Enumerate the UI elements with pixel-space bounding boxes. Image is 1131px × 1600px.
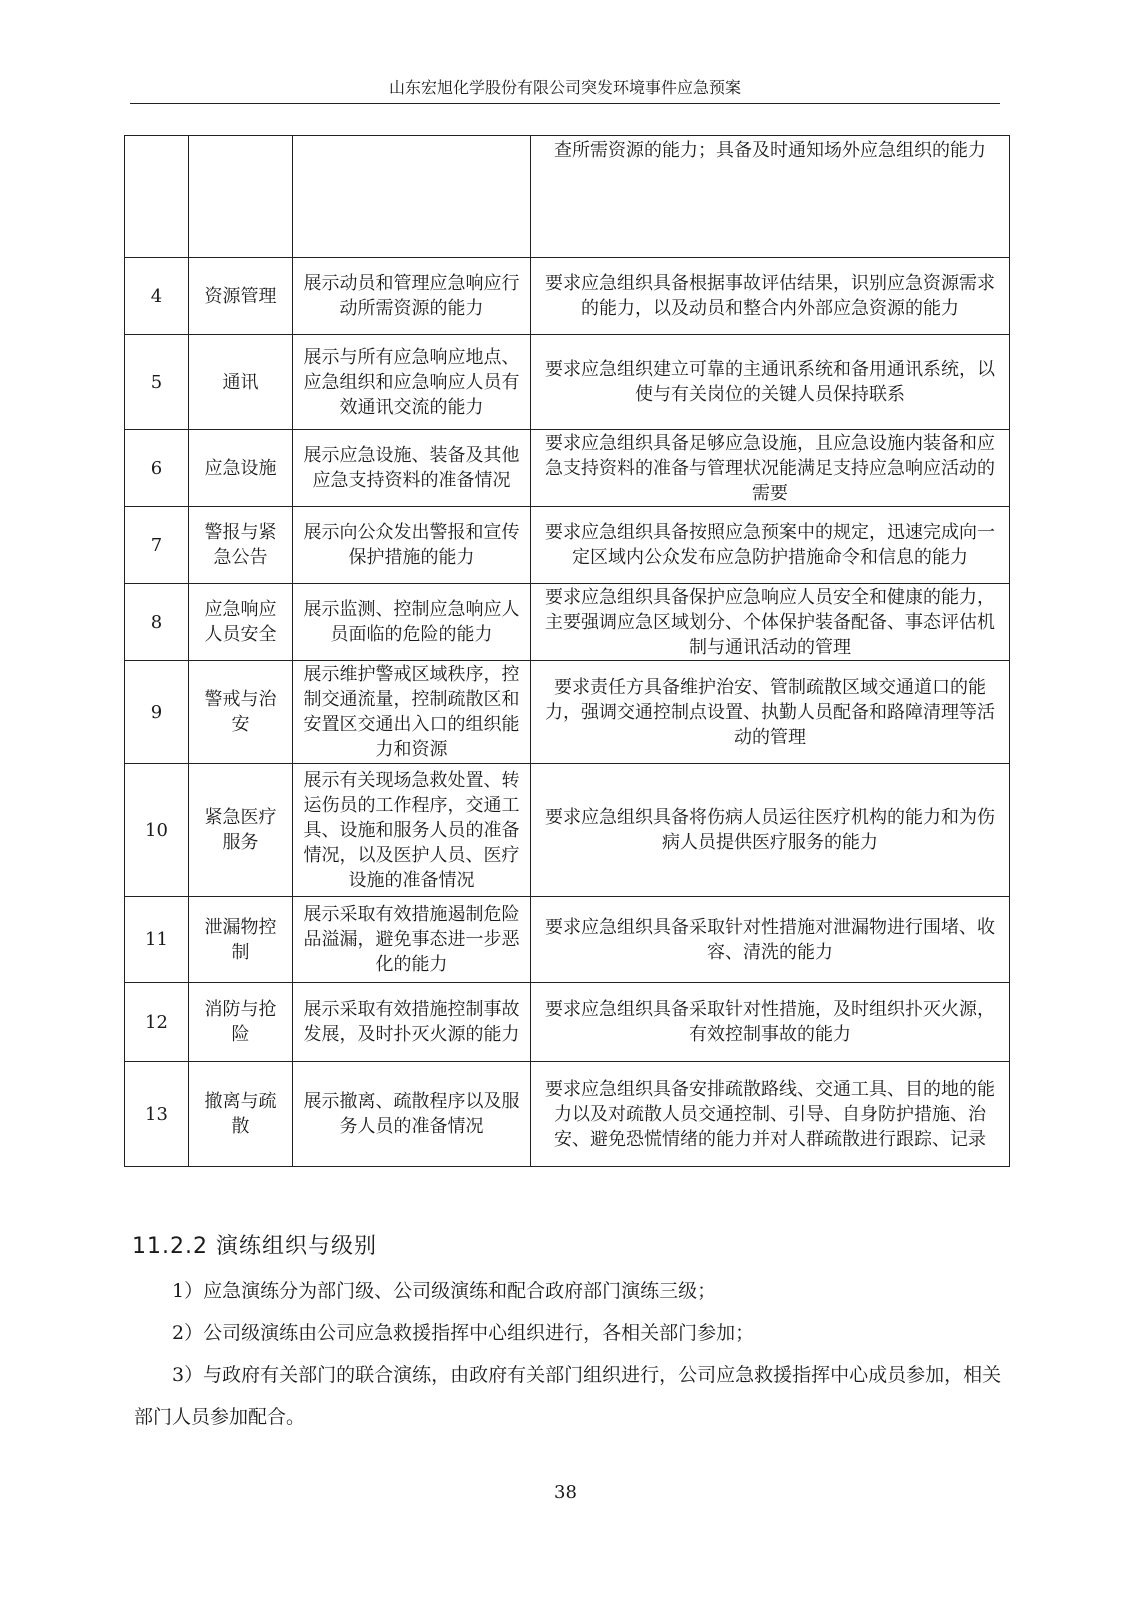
row-number: 6 (125, 430, 189, 507)
drill-content: 展示监测、控制应急响应人员面临的危险的能力 (293, 584, 531, 661)
table-row (125, 584, 1010, 661)
row-number: 13 (125, 1062, 189, 1167)
section-heading: 11.2.2 演练组织与级别 (132, 1234, 377, 1259)
row-number: 5 (125, 335, 189, 430)
drill-requirement: 要求应急组织具备将伤病人员运往医疗机构的能力和为伤病人员提供医疗服务的能力 (531, 764, 1010, 897)
drill-content (293, 136, 531, 258)
table-row (125, 335, 1010, 430)
row-number: 10 (125, 764, 189, 897)
header-divider (130, 103, 1000, 104)
row-number: 9 (125, 661, 189, 764)
drill-requirement: 要求应急组织建立可靠的主通讯系统和备用通讯系统，以使与有关岗位的关键人员保持联系 (531, 335, 1010, 430)
paragraph: 1）应急演练分为部门级、公司级演练和配合政府部门演练三级； (172, 1280, 717, 1302)
table-row (125, 764, 1010, 897)
table-row (125, 258, 1010, 335)
drill-content: 展示采取有效措施遏制危险品溢漏，避免事态进一步恶化的能力 (293, 897, 531, 983)
drill-requirement: 要求应急组织具备安排疏散路线、交通工具、目的地的能力以及对疏散人员交通控制、引导、自身防护措施、治安、避免恐慌情绪的能力并对人群疏散进行跟踪、记录 (531, 1062, 1010, 1167)
drill-requirement: 查所需资源的能力；具备及时通知场外应急组织的能力 (531, 136, 1010, 258)
table-row (125, 430, 1010, 507)
drill-item: 警戒与治安 (189, 661, 293, 764)
drill-content: 展示撤离、疏散程序以及服务人员的准备情况 (293, 1062, 531, 1167)
drill-requirement: 要求应急组织具备足够应急设施，且应急设施内装备和应急支持资料的准备与管理状况能满足支持应急响应活动的需要 (531, 430, 1010, 507)
drill-item: 紧急医疗服务 (189, 764, 293, 897)
drill-item: 资源管理 (189, 258, 293, 335)
table-row (125, 507, 1010, 584)
drill-requirement: 要求应急组织具备采取针对性措施对泄漏物进行围堵、收容、清洗的能力 (531, 897, 1010, 983)
row-number: 12 (125, 983, 189, 1062)
table-row (125, 983, 1010, 1062)
drill-item: 应急响应人员安全 (189, 584, 293, 661)
drill-item: 警报与紧急公告 (189, 507, 293, 584)
page-header: 山东宏旭化学股份有限公司突发环境事件应急预案 (388, 78, 741, 97)
drill-content: 展示有关现场急救处置、转运伤员的工作程序，交通工具、设施和服务人员的准备情况，以及医护人员、医疗设施的准备情况 (293, 764, 531, 897)
drill-content: 展示向公众发出警报和宣传保护措施的能力 (293, 507, 531, 584)
drill-item: 通讯 (189, 335, 293, 430)
drill-requirement: 要求应急组织具备保护应急响应人员安全和健康的能力，主要强调应急区域划分、个体保护装备配备、事态评估机制与通讯活动的管理 (531, 584, 1010, 661)
paragraph: 3）与政府有关部门的联合演练，由政府有关部门组织进行，公司应急救援指挥中心成员参加，相关部门人员参加配合。 (134, 1364, 1002, 1428)
row-number: 8 (125, 584, 189, 661)
page-number: 38 (554, 1482, 577, 1503)
row-number (125, 136, 189, 258)
drill-content: 展示与所有应急响应地点、应急组织和应急响应人员有效通讯交流的能力 (293, 335, 531, 430)
drill-evaluation-table (124, 135, 1010, 1167)
drill-content: 展示维护警戒区域秩序，控制交通流量，控制疏散区和安置区交通出入口的组织能力和资源 (293, 661, 531, 764)
table-row (125, 897, 1010, 983)
drill-content: 展示应急设施、装备及其他应急支持资料的准备情况 (293, 430, 531, 507)
row-number: 7 (125, 507, 189, 584)
drill-requirement: 要求应急组织具备根据事故评估结果，识别应急资源需求的能力，以及动员和整合内外部应急资源的能力 (531, 258, 1010, 335)
drill-requirement: 要求责任方具备维护治安、管制疏散区域交通道口的能力，强调交通控制点设置、执勤人员配备和路障清理等活动的管理 (531, 661, 1010, 764)
row-number: 11 (125, 897, 189, 983)
table-row (125, 1062, 1010, 1167)
drill-item: 应急设施 (189, 430, 293, 507)
drill-item: 泄漏物控制 (189, 897, 293, 983)
table-row (125, 136, 1010, 258)
table-row (125, 661, 1010, 764)
paragraph: 2）公司级演练由公司应急救援指挥中心组织进行，各相关部门参加； (172, 1322, 755, 1344)
drill-item (189, 136, 293, 258)
drill-requirement: 要求应急组织具备按照应急预案中的规定，迅速完成向一定区域内公众发布应急防护措施命令和信息的能力 (531, 507, 1010, 584)
drill-content: 展示动员和管理应急响应行动所需资源的能力 (293, 258, 531, 335)
drill-item: 消防与抢险 (189, 983, 293, 1062)
row-number: 4 (125, 258, 189, 335)
drill-item: 撤离与疏散 (189, 1062, 293, 1167)
drill-requirement: 要求应急组织具备采取针对性措施，及时组织扑灭火源，有效控制事故的能力 (531, 983, 1010, 1062)
drill-content: 展示采取有效措施控制事故发展，及时扑灭火源的能力 (293, 983, 531, 1062)
